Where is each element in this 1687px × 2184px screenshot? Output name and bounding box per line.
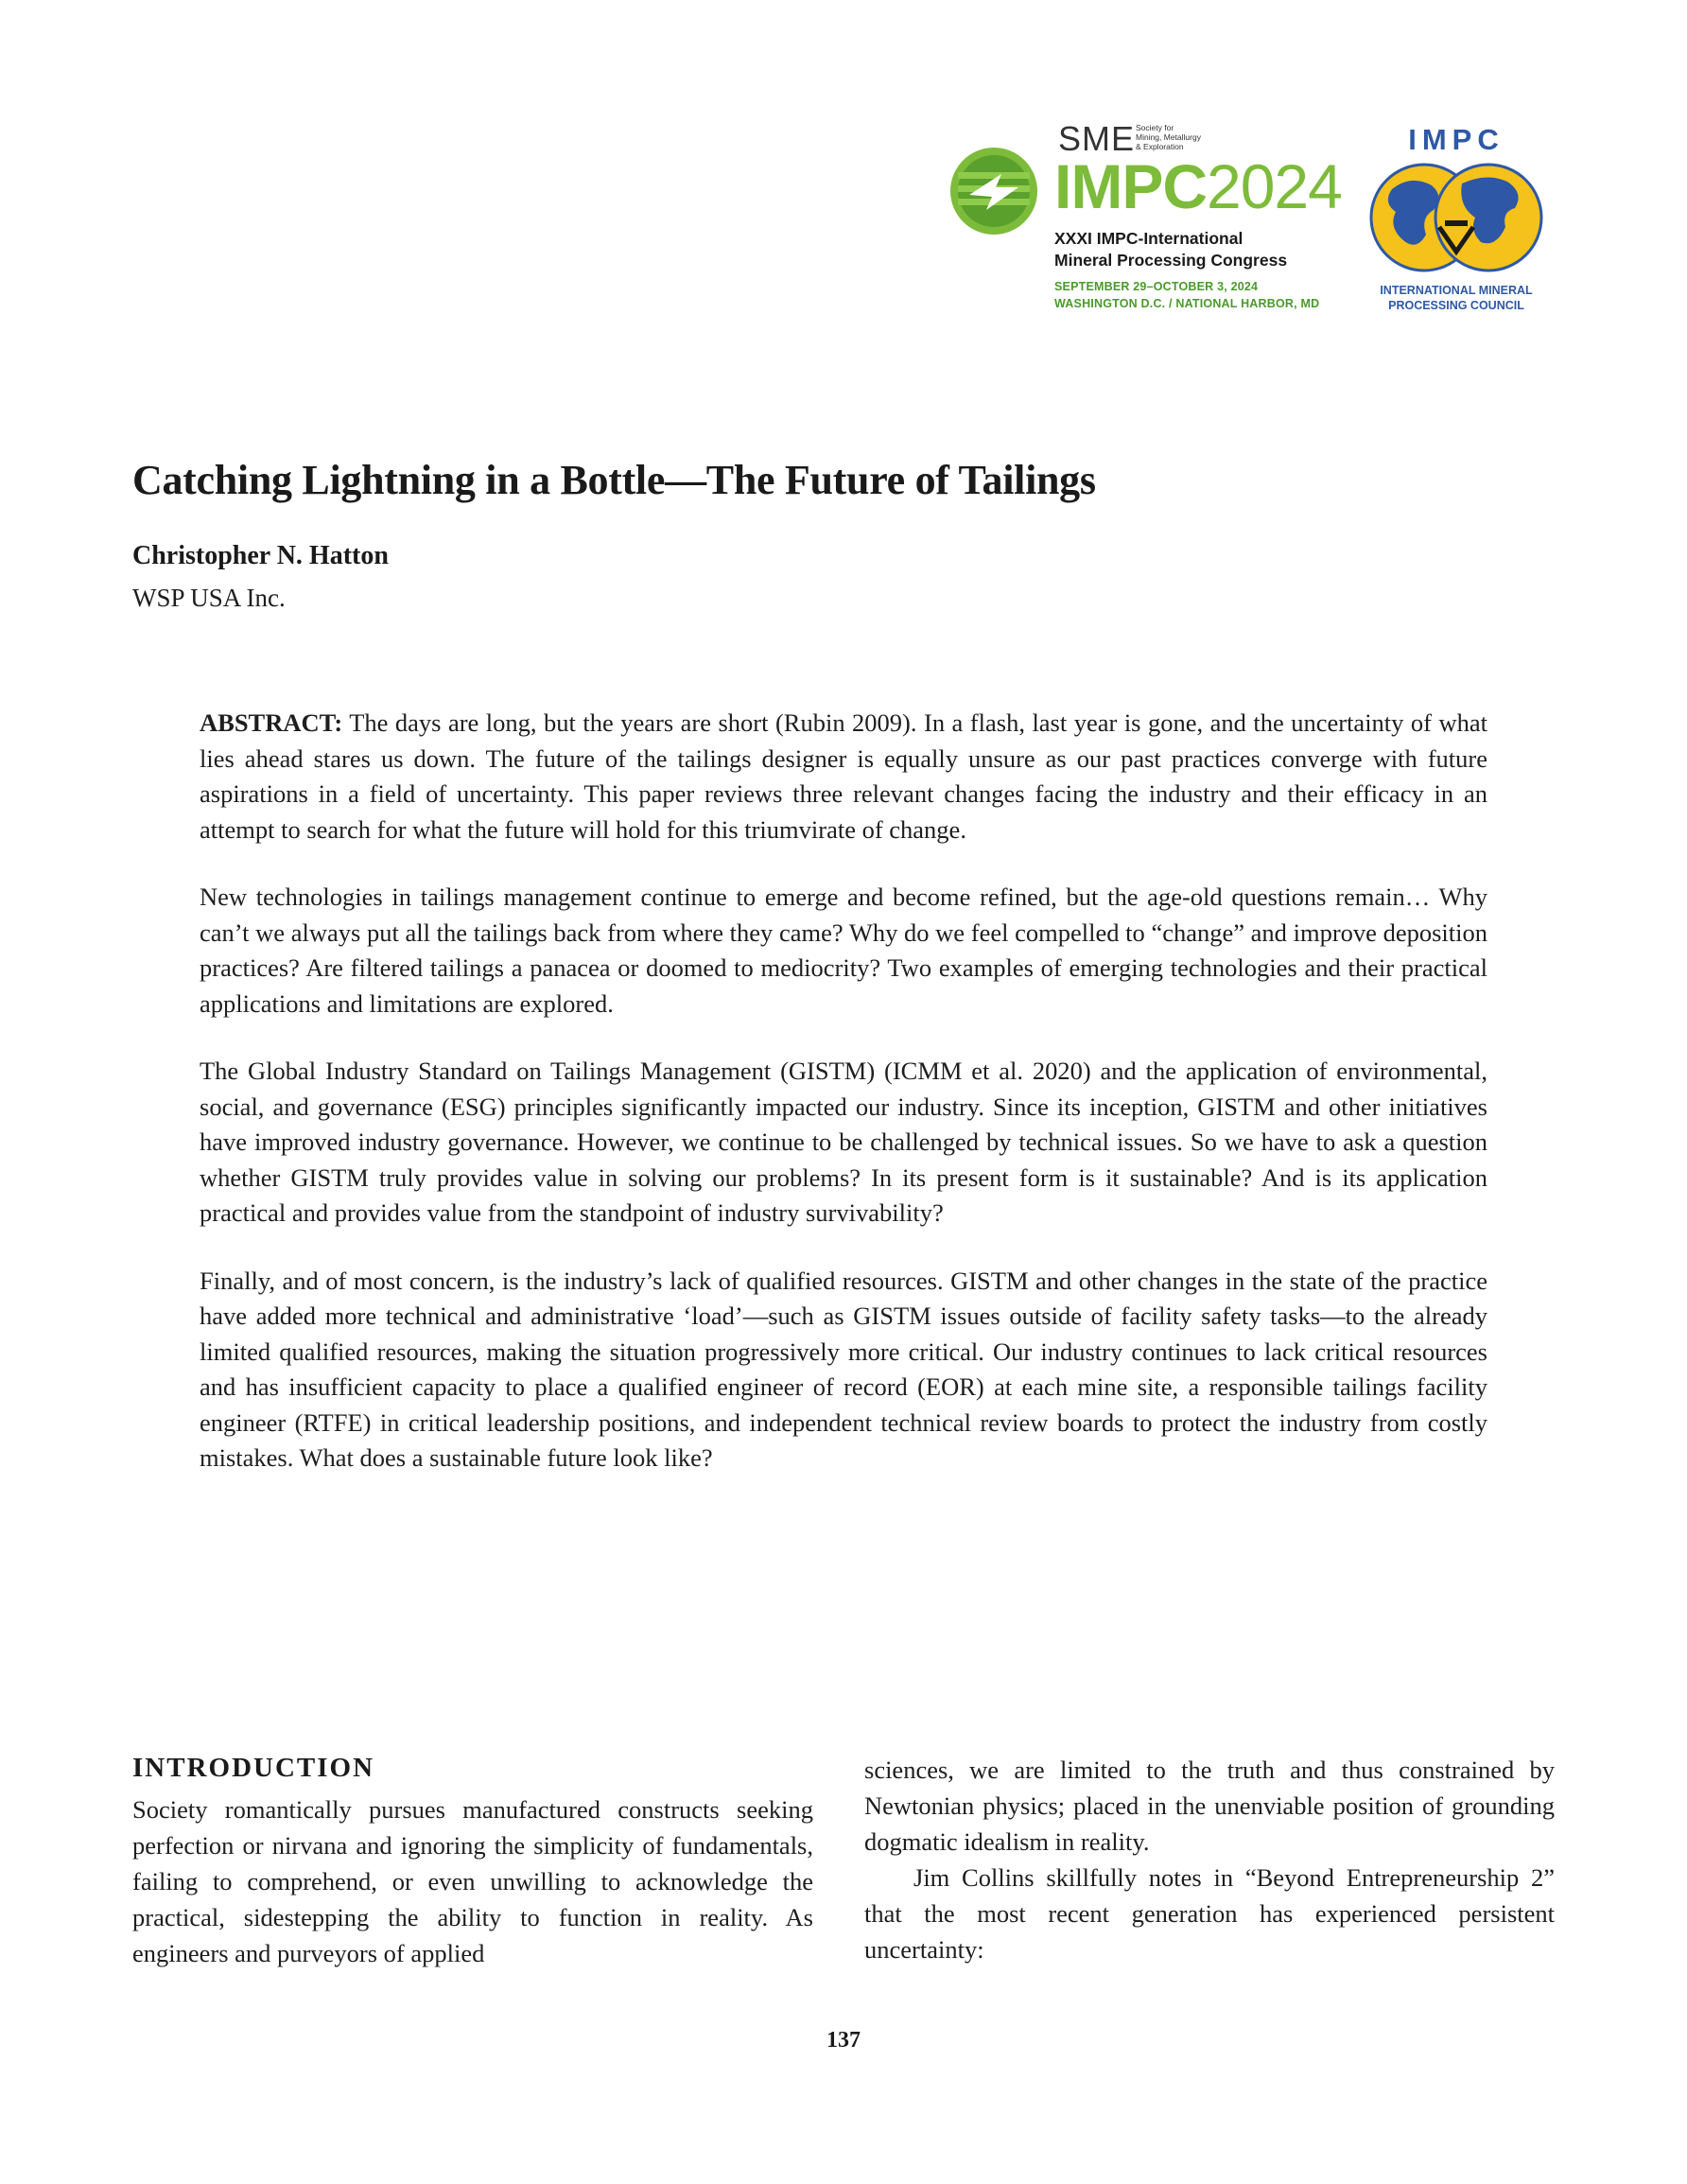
intro-paragraph-1: Society romantically pursues manufactured constructs seeking perfection or nirvana and ignoring the simplicity of fundamentals, failing to comprehend, or even unwilling to acknowledge the practical, sidestepping the ability to function in reality. As engineers and purveyors of applied bbox=[132, 1795, 813, 1967]
paper-title: Catching Lightning in a Bottle—The Future of Tailings bbox=[132, 457, 1096, 503]
congress-line-2: Mineral Processing Congress bbox=[1054, 251, 1288, 270]
abstract bbox=[200, 706, 1487, 1509]
lightning-badge-icon bbox=[948, 146, 1039, 236]
congress-location: WASHINGTON D.C. / NATIONAL HARBOR, MD bbox=[1054, 297, 1320, 310]
sme-wordmark: SME bbox=[1058, 119, 1136, 158]
congress-line-1: XXXI IMPC-International bbox=[1054, 229, 1244, 248]
globe-icon bbox=[1364, 161, 1549, 274]
body-column-right bbox=[864, 1752, 1555, 1967]
abstract-paragraph-1: ABSTRACT: The days are long, but the years are short (Rubin 2009). In a flash, last year is gone, and the uncertainty of what lies ahead stares us down. The future of the tailings designer is equally unsure as our past practices converge with future aspirations in a field of uncertainty. This paper reviews three relevant changes facing the industry and their efficacy in an attempt to search for what the future will hold for this triumvirate of change. bbox=[200, 708, 1487, 844]
abstract-paragraph-4: Finally, and of most concern, is the industry’s lack of qualified resources. GISTM and other changes in the state of the practice have added more technical and administrative ‘load’—such as GISTM issues outside of facility safety tasks—to the already limited qualified resources, making the situation progressively more critical. Our industry continues to lack critical resources and has insufficient capacity to place a qualified engineer of record (EOR) at each mine site, a responsible tailings facility engineer (RTFE) in critical leadership positions, and independent technical review boards to protect the industry from costly mistakes. What does a sustainable future look like? bbox=[200, 1266, 1487, 1472]
intro-paragraph-2: Jim Collins skillfully notes in “Beyond Entrepreneurship 2” that the most recent generation has experienced persistent uncertainty: bbox=[864, 1863, 1555, 1964]
congress-dates: SEPTEMBER 29–OCTOBER 3, 2024 bbox=[1054, 280, 1259, 293]
intro-paragraph-1-continued: sciences, we are limited to the truth and thus constrained by Newtonian physics; placed in the unenviable position of grounding dogmatic idealism in reality. bbox=[864, 1756, 1555, 1856]
impc-council-logo bbox=[1362, 123, 1551, 322]
impc2024-logo bbox=[948, 115, 1342, 323]
council-name-line-1: INTERNATIONAL MINERAL bbox=[1380, 284, 1533, 297]
page-number: 137 bbox=[826, 2028, 861, 2053]
abstract-paragraph-2: New technologies in tailings management continue to emerge and become refined, but the age-old questions remain… Why can’t we always put all the tailings back from where they came? Why do we feel compelled to “change” and improve deposition practices? Are filtered tailings a panacea or doomed to mediocrity? Two examples of emerging technologies and their practical applications and limitations are explored. bbox=[200, 882, 1487, 1018]
author-name: Christopher N. Hatton bbox=[132, 541, 389, 570]
section-heading-introduction: INTRODUCTION bbox=[132, 1753, 375, 1783]
abstract-label: ABSTRACT: bbox=[200, 708, 343, 737]
council-name-line-2: PROCESSING COUNCIL bbox=[1388, 299, 1524, 312]
body-column-left bbox=[132, 1750, 813, 1971]
abstract-paragraph-3: The Global Industry Standard on Tailings Management (GISTM) (ICMM et al. 2020) and the application of environmental, social, and governance (ESG) principles significantly impacted our industry. Since its inception, GISTM and other initiatives have improved industry governance. However, we continue to be challenged by technical issues. So we have to ask a question whether GISTM truly provides value in solving our problems? In its present form is it sustainable? And is its application practical and provides value from the standpoint of industry survivability? bbox=[200, 1057, 1487, 1227]
council-wordmark: IMPC bbox=[1408, 123, 1504, 156]
author-affiliation: WSP USA Inc. bbox=[132, 584, 286, 612]
impc2024-wordmark: IMPC2024 bbox=[1054, 151, 1342, 221]
sme-society-text: Society for Mining, Metallurgy & Exploration bbox=[1136, 123, 1201, 151]
